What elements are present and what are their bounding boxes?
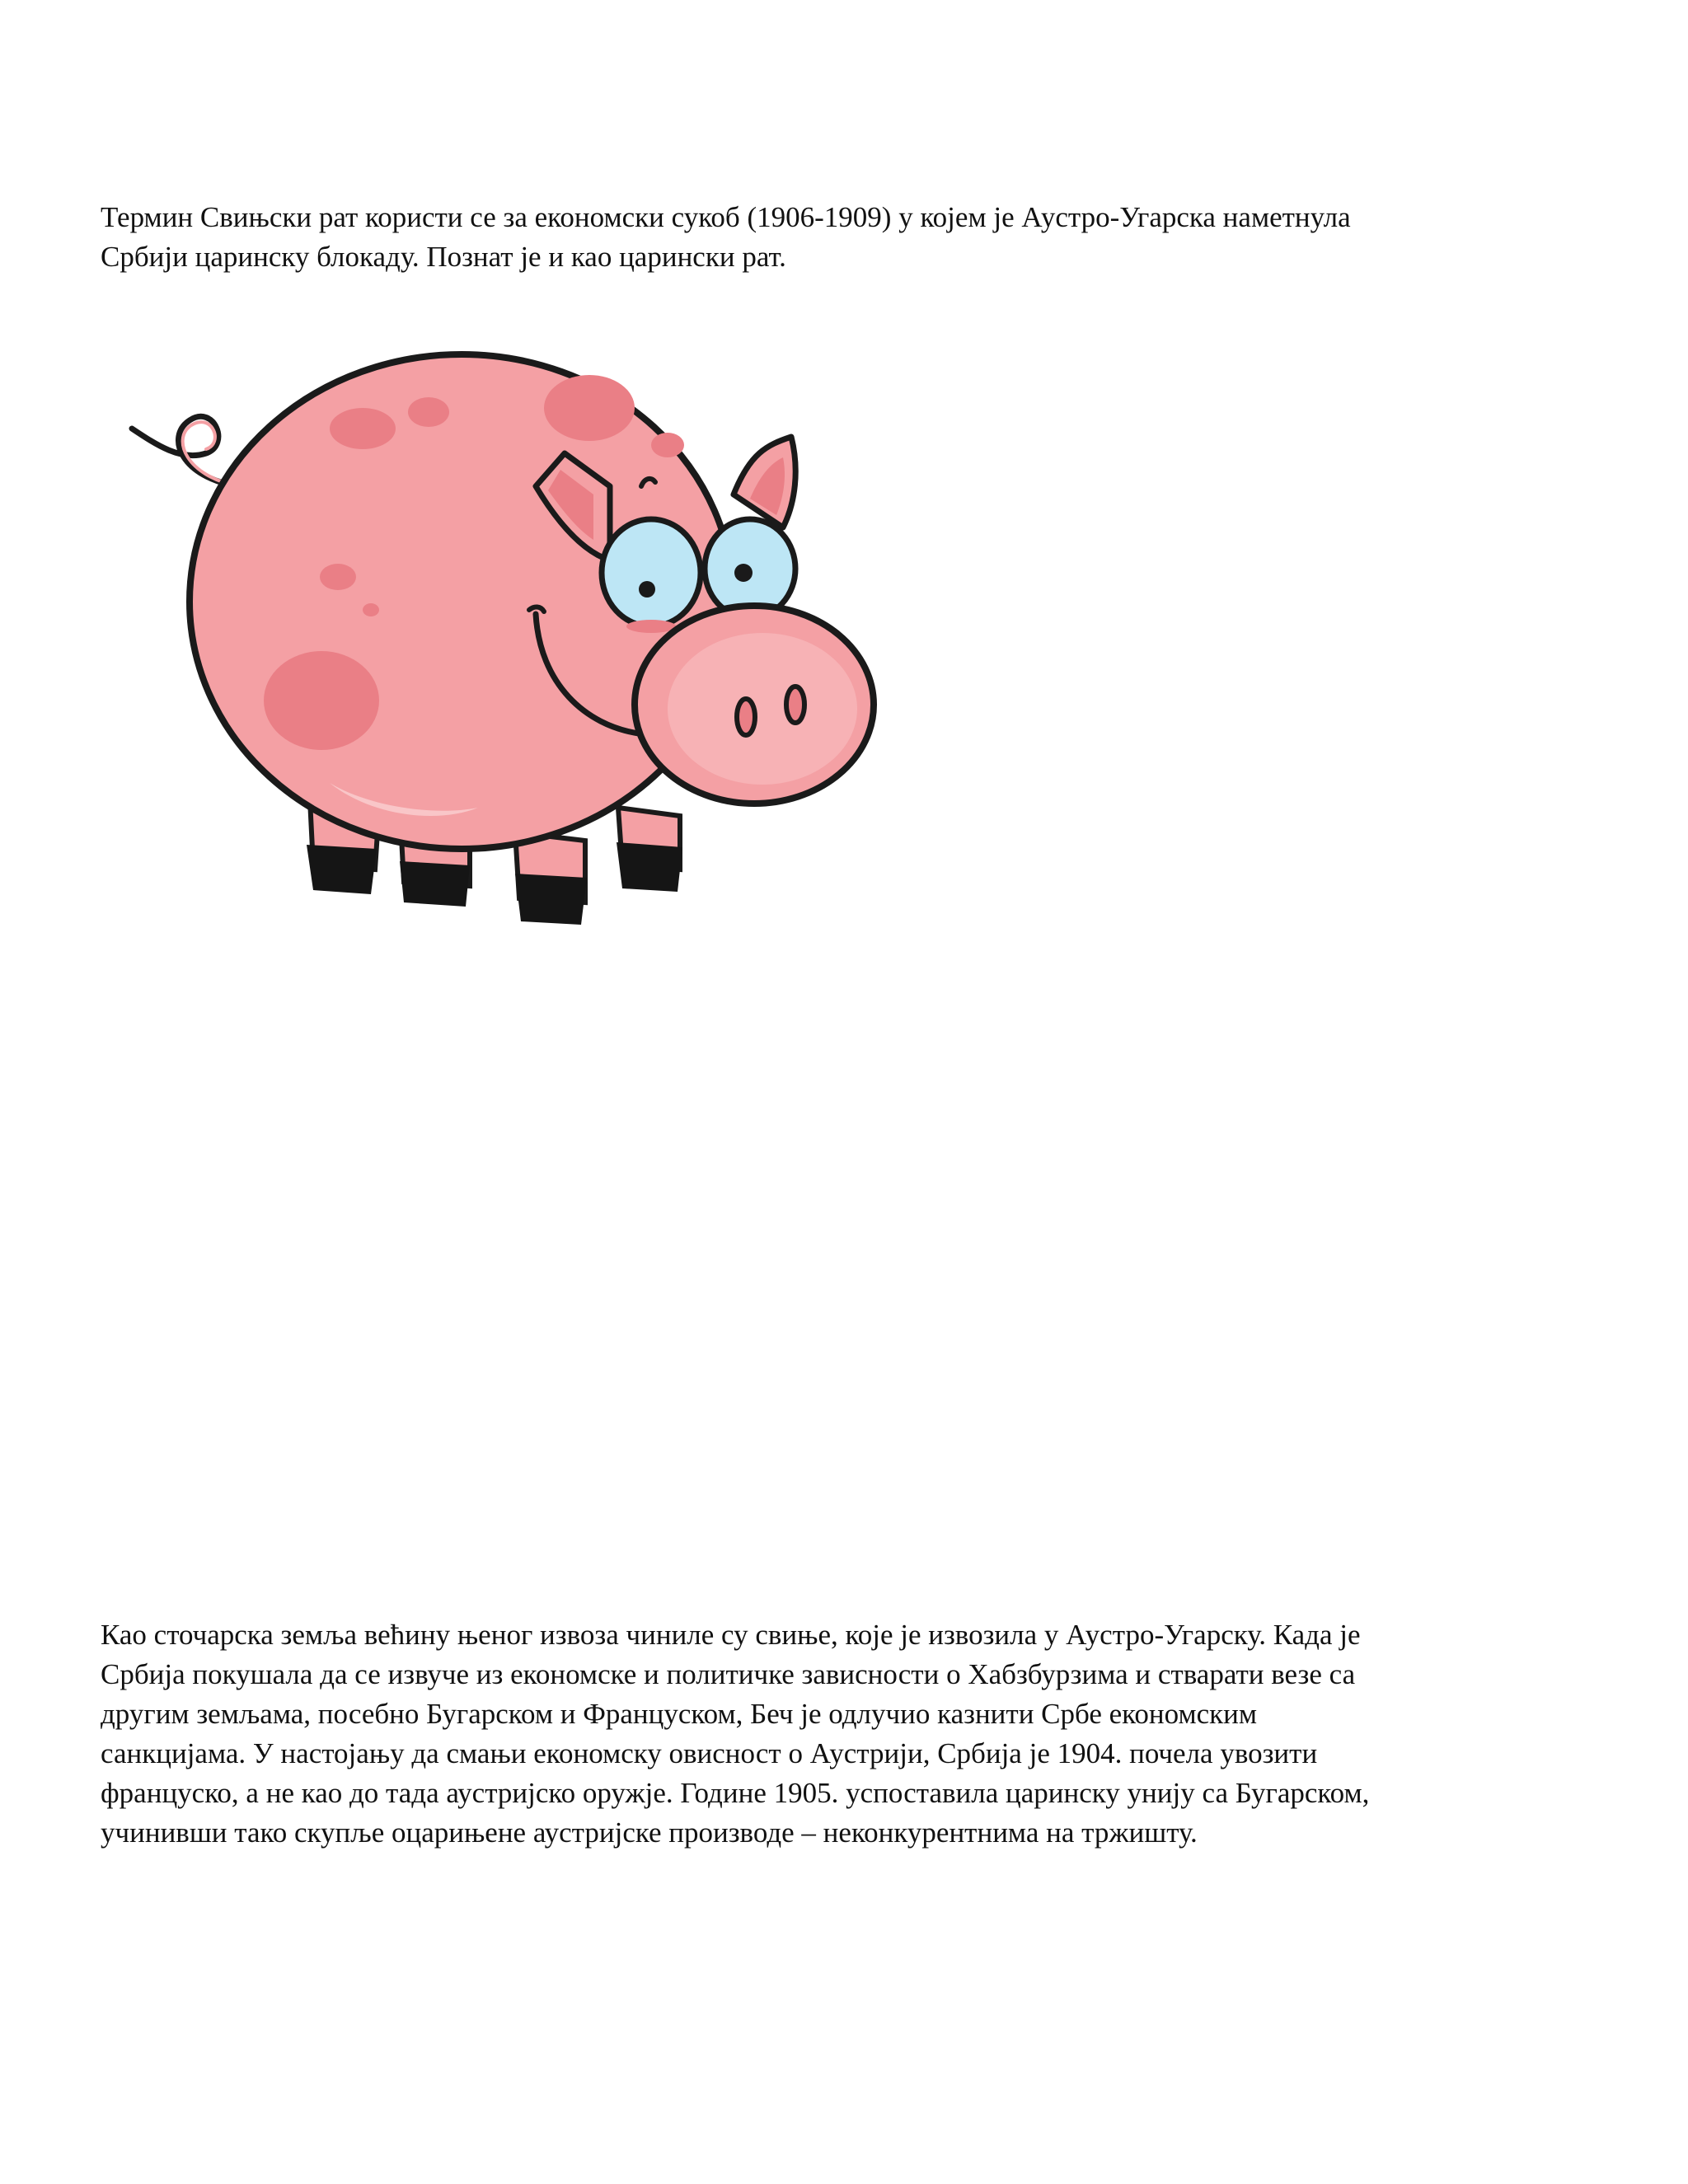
history-line-2: Србија покушала да се извуче из економске и политичке зависности о Хабзбурзима и стварати везе са [101, 1658, 1356, 1690]
history-line-4: санкцијама. У настојању да смањи економску овисност о Аустрији, Србија је 1904. почела увозити [101, 1737, 1318, 1769]
history-paragraph [101, 1615, 1609, 1853]
history-line-5: француско, а не као до тада аустријско оружје. Године 1905. успоставила царинску унију са Бугарском, [101, 1777, 1370, 1809]
intro-line-2: Србији царинску блокаду. Познат је и као царински рат. [101, 241, 786, 273]
cartoon-pig-icon [124, 321, 915, 940]
intro-line-1: Термин Свињски рат користи се за економски сукоб (1906-1909) у којем је Аустро-Угарска наметнула [101, 201, 1351, 233]
history-line-6: учинивши тако скупље оцарињене аустријске производе – неконкурентнима на тржишту. [101, 1816, 1198, 1849]
intro-paragraph [101, 198, 1609, 277]
history-line-1: Као сточарска земља већину њеног извоза чиниле су свиње, које је извозила у Аустро-Угарску. Када је [101, 1619, 1361, 1651]
history-line-3: другим земљама, посебно Бугарском и Француском, Беч је одлучио казнити Србе економским [101, 1698, 1258, 1730]
